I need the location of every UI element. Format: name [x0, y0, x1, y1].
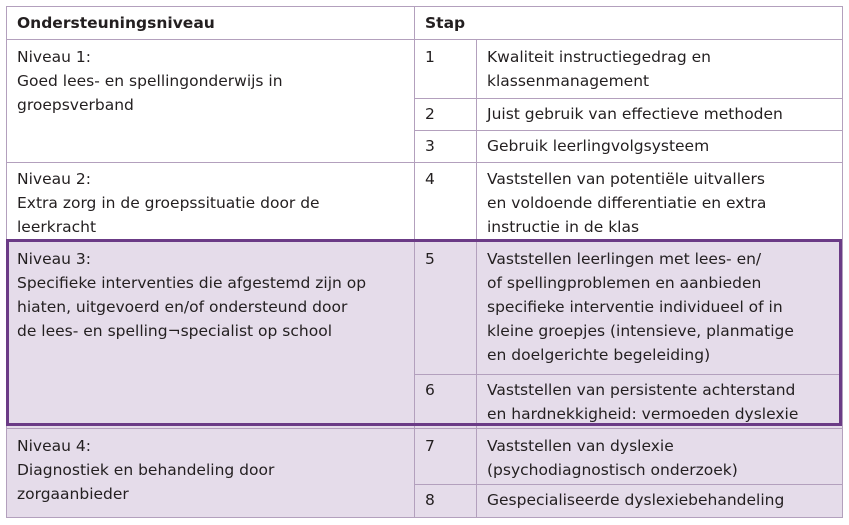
- step-7-number: 7: [415, 429, 477, 485]
- step-4-text: Vaststellen van potentiële uitvallers en voldoende differentiatie en extra instructie in de klas: [477, 163, 843, 242]
- level-2-cell: [7, 163, 415, 242]
- step-8-text: Gespecialiseerde dyslexiebehandeling: [477, 485, 843, 518]
- level-2-description: Extra zorg in de groepssituatie door de leerkracht: [17, 194, 320, 236]
- level-3-title: Niveau 3:: [17, 250, 91, 268]
- table-row: [7, 429, 843, 485]
- step-5-text: Vaststellen leerlingen met lees- en/ of spellingproblemen en aanbieden specifieke interventie individueel of in kleine groepjes (intensieve, planmatige en doelgerichte begeleiding): [477, 242, 843, 375]
- level-4-description: Diagnostiek en behandeling door zorgaanbieder: [17, 461, 275, 503]
- level-2-title: Niveau 2:: [17, 170, 91, 188]
- level-4-cell: [7, 429, 415, 518]
- step-5-number: 5: [415, 242, 477, 375]
- header-row: [7, 7, 843, 40]
- level-3-description: Specifieke interventies die afgestemd zijn op hiaten, uitgevoerd en/of ondersteund door de lees- en spelling¬specialist op school: [17, 274, 367, 340]
- table-row: [7, 40, 843, 99]
- header-support-level: Ondersteuningsniveau: [7, 7, 415, 40]
- header-step: Stap: [415, 7, 843, 40]
- step-3-text: Gebruik leerlingvolgsysteem: [477, 131, 843, 163]
- level-1-description: Goed lees- en spellingonderwijs in groepsverband: [17, 72, 283, 114]
- step-1-number: 1: [415, 40, 477, 99]
- step-2-number: 2: [415, 99, 477, 131]
- step-1-text: Kwaliteit instructiegedrag en klassenmanagement: [477, 40, 843, 99]
- level-1-title: Niveau 1:: [17, 48, 91, 66]
- step-6-text: Vaststellen van persistente achterstand en hardnekkigheid: vermoeden dyslexie: [477, 375, 843, 429]
- support-levels-table: [6, 6, 843, 518]
- step-3-number: 3: [415, 131, 477, 163]
- level-1-cell: [7, 40, 415, 163]
- step-7-text: Vaststellen van dyslexie (psychodiagnostisch onderzoek): [477, 429, 843, 485]
- table-row: [7, 163, 843, 242]
- step-6-number: 6: [415, 375, 477, 429]
- level-4-title: Niveau 4:: [17, 437, 91, 455]
- step-8-number: 8: [415, 485, 477, 518]
- table-row: [7, 242, 843, 375]
- step-4-number: 4: [415, 163, 477, 242]
- support-levels-table-container: [6, 6, 842, 518]
- level-3-cell: [7, 242, 415, 429]
- step-2-text: Juist gebruik van effectieve methoden: [477, 99, 843, 131]
